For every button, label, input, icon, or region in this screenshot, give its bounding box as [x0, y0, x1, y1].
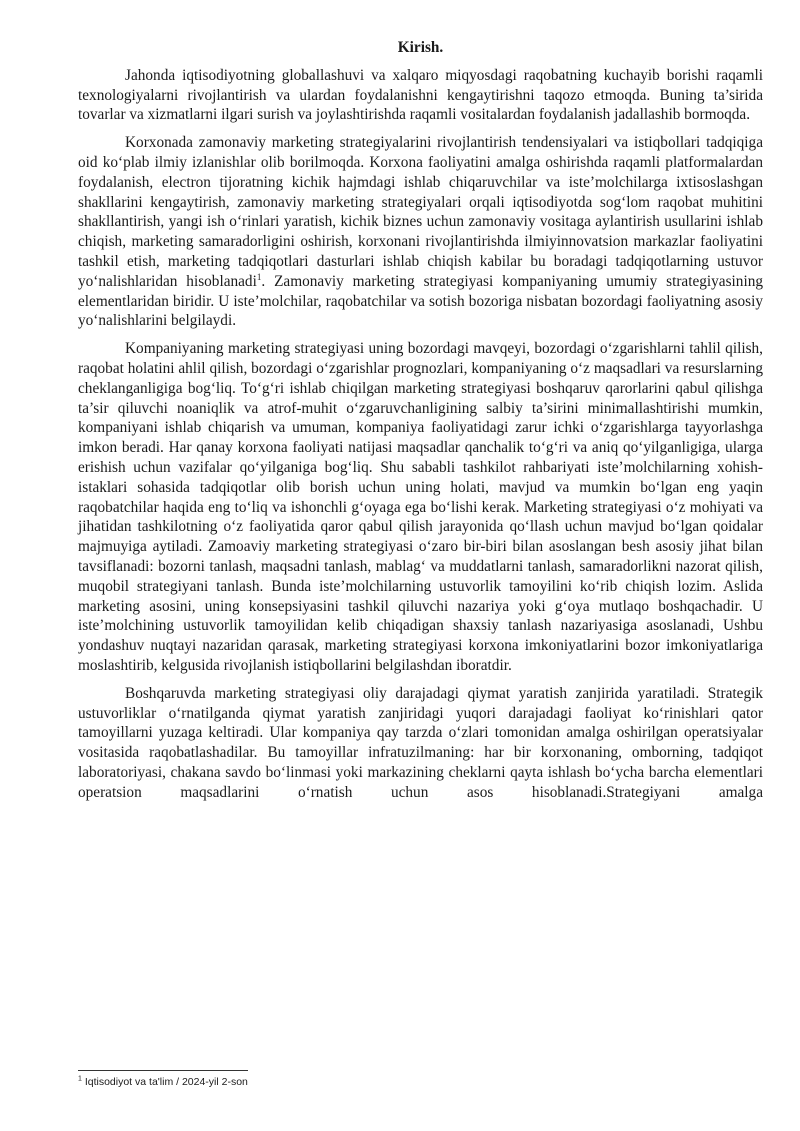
footnote-reference[interactable]: 1 [256, 271, 262, 282]
document-title: Kirish. [397, 39, 444, 56]
footnote-text: Iqtisodiyot va ta'lim / 2024-yil 2-son [81, 1076, 248, 1088]
paragraph-3: Kompaniyaning marketing strategiyasi uning bozordagi mavqeyi, bozordagi o‘zgarishlarni tahlil qilish, raqobat holatini ahlil qilish, bozordagi o‘zgarishlar prognozlari, kompaniyaning o‘z maqsadlari va resurslarning cheklanganligiga bog‘liq. To‘g‘ri ishlab chiqilgan marketing strategiyasi boshqaruv qarorlarini qabul qilishga ta’sir qiluvchi noaniqlik va atrof-muhit o‘zgaruvchanligining salbiy ta’sirini minimallashtirishi mumkin, kompaniyani ishlab chiqarish va umuman, kompaniya faoliyatidagi zarur ichki o‘zgarishlarga tayyorlashga imkon beradi. Har qanay korxona faoliyati natijasi maqsadlar qanchalik to‘g‘ri va aniq qo‘yilganligiga, ularga erishish uchun vazifalar qo‘yilganiga bog‘liq. Shu sababli tashkilot rahbariyati iste’molchilarning xohish-istaklari sohasida tadqiqotlar olib borish uchun uning holati, mavjud va mumkin bo‘lgan eng yaqin raqobatchilar haqida eng to‘liq va ishonchli g‘oyaga ega bo‘lishi kerak. Marketing strategiyasi o‘z mohiyati va jihatidan tashkilotning o‘z faoliyatida qaror qabul qilish jarayonida qo‘llash uchun mavjud bo‘lgan qoidalar majmuyiga aytiladi. Zamoaviy marketing strategiyasi o‘zaro bir-biri bilan asoslangan besh asosiy jihat bilan tavsiflanadi: bozorni tanlash, maqsadni tanlash, mablag‘ va muddatlarni tanlash, samaradorlikni nazorat qilish, muqobil strategiyani tanlash. Bunda iste’molchilarning ustuvorlik tamoyilini ko‘rib chiqish lozim. Aslida marketing asosini, uning konsepsiyasini tashkil qiluvchi nazariya yoki g‘oya mutlaqo boshqachadir. U iste’molchining ustuvorlik tamoyilidan kelib chiqadigan shaxsiy tanlash nazariyasiga asoslanadi, Ushbu yondashuv nuqtayi nazaridan qarasak, marketing strategiyasi korxona imkoniyatlarini bozor imkoniyatlariga moslashtirib, kelgusida rivojlanish istiqbollarini belgilashdan iboratdir. [78, 340, 763, 674]
paragraph-2 [78, 133, 763, 331]
paragraph-2-tail: . Zamonaviy marketing strategiyasi kompaniyaning umumiy strategiyasining elementlaridan biridir. U iste’molchilar, raqobatchilar va sotish bozoriga nisbatan bozordagi faoliyatning asosiy yo‘nalishlarini belgilaydi. [78, 272, 763, 330]
footnote [78, 1075, 248, 1089]
paragraph-2-text: Korxonada zamonaviy marketing strategiyalarini rivojlantirish tendensiyalari va istiqbollari tadqiqiga oid ko‘plab ilmiy izlanishlar olib borilmoqda. Korxona faoliyatini amalga oshirishda raqamli platformalardan foydalanish, electron tijoratning kichik hajmdagi ishlab chiqaruvchilar va iste’molchilarga ixtisoslashgan shakllarini kengaytirish, zamonaviy marketing strategiyalari orqali iqtisodiyotda sog‘lom raqobat muhitini shakllantirish, yangi ish o‘rinlari yaratish, kichik biznes uchun zamonaviy vositaga aylantirish usullarini ishlab chiqish, marketing samaradorligini oshirish, korxonani rivojlantirishda ilmiyinnovatsion markazlar faoliyatini tashkil etish, marketing tadqiqotlari dasturlari ishlab chiqish kabilar bu boradagi tadqiqotlarning ustuvor yo‘nalishlaridan hisoblanadi [78, 134, 763, 290]
footnote-number: 1 [78, 1075, 82, 1083]
footnote-divider [78, 1070, 248, 1071]
paragraph-4: Boshqaruvda marketing strategiyasi oliy darajadagi qiymat yaratish zanjirida yaratiladi. Strategik ustuvorliklar o‘rnatilganda qiymat yaratish zanjiridagi yuqori darajadagi faoliyat ko‘rinishlari qator tamoyillarni yuzaga keltiradi. Ular kompaniya qay tarzda o‘zlari tomonidan amalga oshirilgan operatsiyalar vositasida raqobatlashadilar. Bu tamoyillar infratuzilmaning: har bir korxonaning, omborning, tadqiqot laboratoriyasi, chakana savdo bo‘linmasi yoki markazining cheklarni qayta ishlash bo‘ycha barcha elementlari operatsion maqsadlarini o‘rnatish uchun asos hisoblanadi.Strategiyani amalga [78, 684, 763, 801]
document-body [78, 38, 763, 802]
paragraph-1: Jahonda iqtisodiyotning globallashuvi va xalqaro miqyosdagi raqobatning kuchayib borishi raqamli texnologiyalarni rivojlantirish va ulardan foydalanishni kengaytirishni taqozo etmoqda. Buning ta’sirida tovarlar va xizmatlarni ilgari surish va joylashtirishda raqamli vositalardan foydalanish jadallashib bormoqda. [78, 66, 763, 124]
